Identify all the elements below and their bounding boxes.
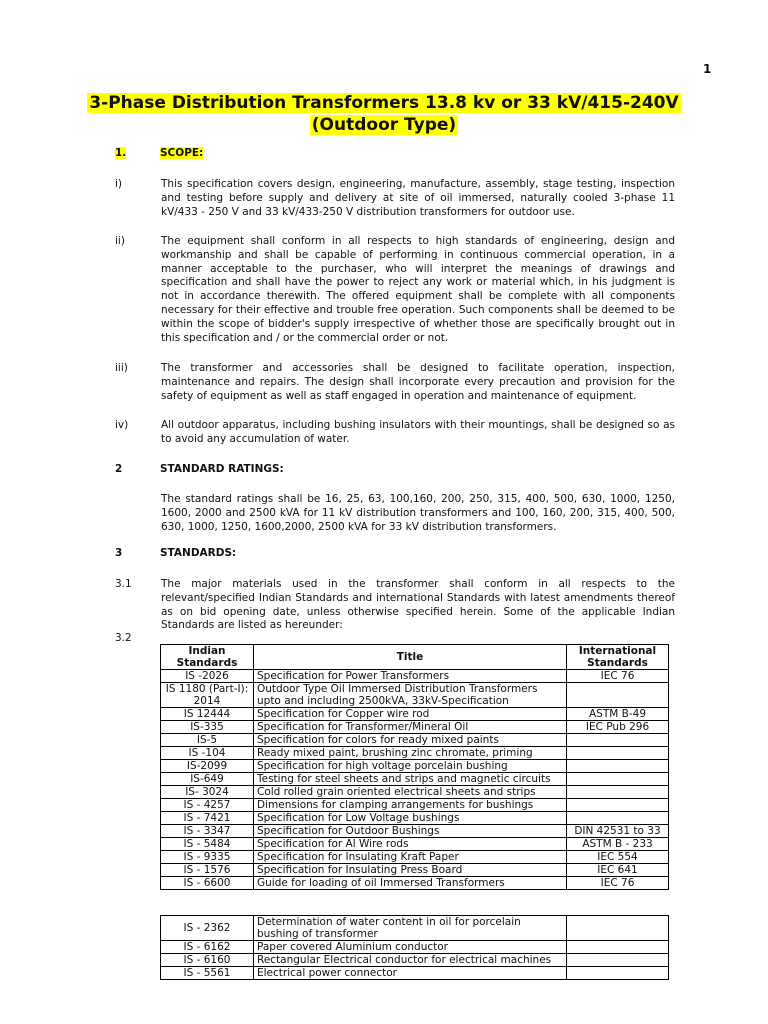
cell-indian-standard: IS - 3347 [161, 825, 254, 838]
cell-international-standard: ASTM B-49 [567, 708, 669, 721]
cell-indian-standard: IS - 6600 [161, 877, 254, 890]
scope-item-text: All outdoor apparatus, including bushing insulators with their mountings, shall be designed so as to avoid any accumulation of water. [161, 419, 675, 445]
cell-title: Specification for high voltage porcelain bushing [254, 760, 567, 773]
table-row [161, 683, 669, 708]
table-row [161, 708, 669, 721]
cell-title: Specification for Insulating Press Board [254, 864, 567, 877]
cell-title: Dimensions for clamping arrangements for bushings [254, 799, 567, 812]
cell-international-standard [567, 773, 669, 786]
cell-indian-standard: IS - 5561 [161, 967, 254, 980]
cell-international-standard: IEC 641 [567, 864, 669, 877]
table-row [161, 760, 669, 773]
scope-item-label: i) [115, 178, 123, 190]
cell-indian-standard: IS - 5484 [161, 838, 254, 851]
cell-indian-standard: IS 12444 [161, 708, 254, 721]
table-row [161, 838, 669, 851]
cell-indian-standard: IS - 6162 [161, 941, 254, 954]
section-3-number: 3 [115, 547, 123, 559]
cell-indian-standard: IS - 2362 [161, 916, 254, 941]
table-row [161, 825, 669, 838]
table-row [161, 786, 669, 799]
cell-indian-standard: IS - 6160 [161, 954, 254, 967]
cell-international-standard [567, 799, 669, 812]
standards-table [160, 644, 669, 890]
cell-title: Specification for Copper wire rod [254, 708, 567, 721]
cell-international-standard: IEC 554 [567, 851, 669, 864]
cell-title: Specification for Al Wire rods [254, 838, 567, 851]
table-row [161, 916, 669, 941]
page-number: 1 [703, 62, 712, 76]
cell-indian-standard: IS - 9335 [161, 851, 254, 864]
cell-international-standard [567, 786, 669, 799]
header-indian-standards: Indian Standards [161, 645, 254, 670]
cell-international-standard [567, 941, 669, 954]
cell-indian-standard: IS-335 [161, 721, 254, 734]
cell-indian-standard: IS -104 [161, 747, 254, 760]
cell-indian-standard: IS - 4257 [161, 799, 254, 812]
header-international-standards: International Standards [567, 645, 669, 670]
table-row [161, 954, 669, 967]
cell-international-standard: IEC 76 [567, 877, 669, 890]
table-row [161, 734, 669, 747]
cell-international-standard [567, 812, 669, 825]
table-header-row [161, 645, 669, 670]
cell-title: Specification for colors for ready mixed paints [254, 734, 567, 747]
cell-international-standard [567, 683, 669, 708]
cell-indian-standard: IS - 7421 [161, 812, 254, 825]
table-row [161, 967, 669, 980]
cell-international-standard [567, 734, 669, 747]
title-line-1: 3-Phase Distribution Transformers 13.8 kv or 33 kV/415-240V [89, 93, 679, 113]
cell-title: Guide for loading of oil Immersed Transformers [254, 877, 567, 890]
cell-indian-standard: IS - 1576 [161, 864, 254, 877]
section-3-heading: STANDARDS: [160, 547, 237, 559]
scope-item-text: This specification covers design, engineering, manufacture, assembly, stage testing, inspection and testing before supply and delivery at site of oil immersed, naturally cooled 3-phase 11 kV/433 - 250 V and 33 kV/433-250 V distribution transformers for outdoor use. [161, 178, 675, 218]
document-subtitle [0, 113, 768, 137]
table-row [161, 851, 669, 864]
clause-3-2-number: 3.2 [115, 632, 132, 644]
cell-indian-standard: IS-649 [161, 773, 254, 786]
cell-indian-standard: IS -2026 [161, 670, 254, 683]
cell-title: Specification for Transformer/Mineral Oil [254, 721, 567, 734]
cell-title: Specification for Low Voltage bushings [254, 812, 567, 825]
section-1-number: 1. [115, 147, 127, 159]
table-row [161, 670, 669, 683]
cell-international-standard [567, 954, 669, 967]
cell-international-standard: ASTM B - 233 [567, 838, 669, 851]
table-row [161, 747, 669, 760]
table-row [161, 773, 669, 786]
scope-item-label: iv) [115, 419, 129, 431]
cell-indian-standard: IS-5 [161, 734, 254, 747]
clause-3-1-text: The major materials used in the transformer shall conform in all respects to the relevant/specified Indian Standards and international Standards with latest amendments thereof as on bid opening date, unless otherwise specified herein. Some of the applicable Indian Standards are listed as hereunder: [161, 578, 675, 632]
clause-3-1-number: 3.1 [115, 578, 132, 590]
cell-title: Cold rolled grain oriented electrical sheets and strips [254, 786, 567, 799]
document-title [0, 91, 768, 115]
cell-international-standard: IEC 76 [567, 670, 669, 683]
cell-title: Electrical power connector [254, 967, 567, 980]
cell-indian-standard: IS 1180 (Part-I): 2014 [161, 683, 254, 708]
table-row [161, 812, 669, 825]
cell-title: Rectangular Electrical conductor for electrical machines [254, 954, 567, 967]
scope-item-text: The equipment shall conform in all respects to high standards of engineering, design and workmanship and shall be capable of performing in continuous commercial operation, in a manner acceptable to the purchaser, who will interpret the meanings of drawings and specification and shall have the power to reject any work or material which, in his judgment is not in accordance therewith. The offered equipment shall be complete with all components necessary for their effective and trouble free operation. Such components shall be deemed to be within the scope of bidder's supply irrespective of whether those are specifically brought out in this specification and / or the commercial order or not. [161, 235, 675, 344]
ratings-text: The standard ratings shall be 16, 25, 63, 100,160, 200, 250, 315, 400, 500, 630, 1000, 1250, 1600, 2000 and 2500 kVA for 11 kV distribution transformers and 100, 160, 200, 315, 400, 500, 630, 1000, 1250, 1600,2000, 2500 kVA for 33 kV distribution transformers. [161, 493, 675, 533]
cell-title: Outdoor Type Oil Immersed Distribution Transformers upto and including 2500kVA, 33kV-Specification [254, 683, 567, 708]
cell-title: Paper covered Aluminium conductor [254, 941, 567, 954]
cell-international-standard [567, 967, 669, 980]
cell-international-standard: IEC Pub 296 [567, 721, 669, 734]
cell-title: Specification for Insulating Kraft Paper [254, 851, 567, 864]
cell-indian-standard: IS-2099 [161, 760, 254, 773]
table-row [161, 721, 669, 734]
cell-international-standard [567, 760, 669, 773]
table-row [161, 864, 669, 877]
cell-title: Specification for Power Transformers [254, 670, 567, 683]
cell-title: Specification for Outdoor Bushings [254, 825, 567, 838]
cell-indian-standard: IS- 3024 [161, 786, 254, 799]
section-2-number: 2 [115, 463, 123, 475]
cell-international-standard [567, 747, 669, 760]
cell-title: Determination of water content in oil for porcelain bushing of transformer [254, 916, 567, 941]
cell-international-standard [567, 916, 669, 941]
cell-title: Ready mixed paint, brushing zinc chromate, priming [254, 747, 567, 760]
table-row [161, 799, 669, 812]
title-line-2: (Outdoor Type) [311, 115, 457, 135]
section-2-heading: STANDARD RATINGS: [160, 463, 284, 475]
scope-item-text: The transformer and accessories shall be designed to facilitate operation, inspection, maintenance and repairs. The design shall incorporate every precaution and provision for the safety of equipment as well as staff engaged in operation and maintenance of equipment. [161, 362, 675, 402]
cell-title: Testing for steel sheets and strips and magnetic circuits [254, 773, 567, 786]
scope-item-label: ii) [115, 235, 125, 247]
section-1-heading: SCOPE: [160, 147, 204, 159]
additional-standards-table [160, 915, 669, 980]
table-row [161, 877, 669, 890]
cell-international-standard: DIN 42531 to 33 [567, 825, 669, 838]
scope-item-label: iii) [115, 362, 128, 374]
table-row [161, 941, 669, 954]
header-title: Title [254, 645, 567, 670]
